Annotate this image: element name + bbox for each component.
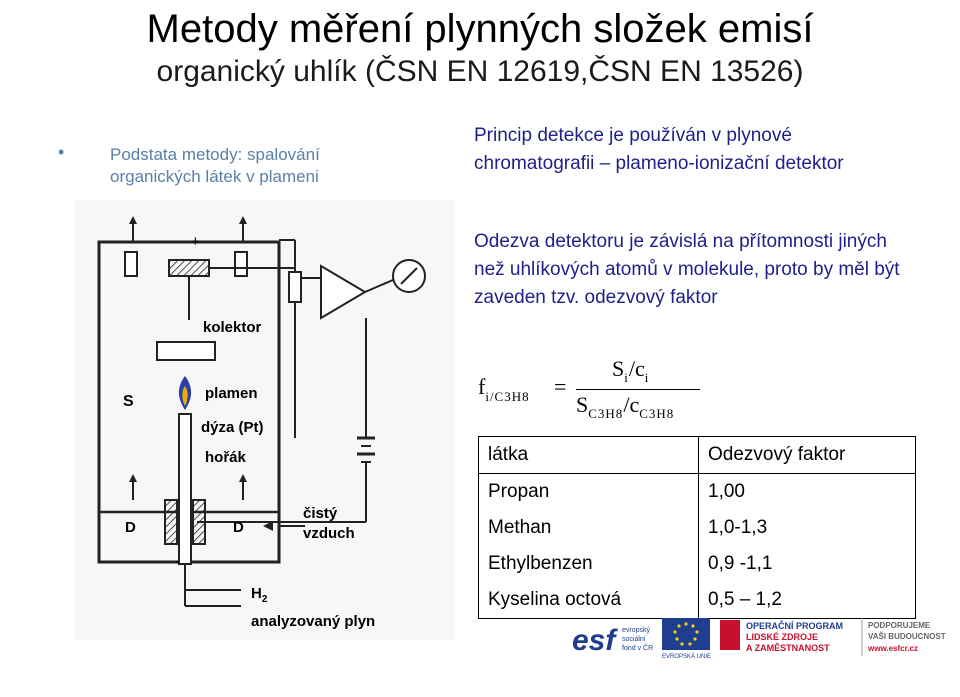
table-cell: Propan	[479, 474, 699, 511]
table-header-cell: Odezvový faktor	[699, 437, 916, 474]
op-logo	[720, 620, 843, 653]
slide-subtitle: organický uhlík (ČSN EN 12619,ČSN EN 13526)	[156, 55, 804, 88]
table-cell: 1,00	[699, 474, 916, 511]
formula-f-subscript: i/C3H8	[485, 389, 530, 404]
minus-label: -	[175, 553, 180, 570]
esf-note-2: sociální	[622, 636, 646, 643]
d-right-label: D	[233, 519, 244, 536]
formula-fraction-bar	[576, 389, 700, 390]
table-cell: Kyselina octová	[479, 582, 699, 619]
table-cell: Ethylbenzen	[479, 546, 699, 582]
plamen-label: plamen	[205, 385, 258, 402]
esf-logo	[572, 624, 653, 657]
slide-title: Metody měření plynných složek emisí	[146, 7, 814, 51]
op-icon	[720, 620, 740, 650]
formula-denominator: $S_{C3H8}/c_{C3H8}$	[576, 392, 675, 421]
esf-note-3: fond v ČR	[622, 645, 654, 652]
paragraph-principle: Princip detekce je používán v plynové chromatografii – plameno-ionizační detektor	[474, 125, 844, 174]
h2-label: H	[251, 585, 262, 602]
formula-numerator: $S_i/c_i$	[612, 356, 650, 385]
analyz-label: analyzovaný plyn	[251, 613, 376, 630]
table-row	[479, 510, 916, 546]
eu-label: EVROPSKÁ UNIE	[662, 654, 712, 660]
support-line-2: VAŠI BUDOUCNOST	[868, 632, 946, 641]
esf-note-1: evropský	[622, 627, 651, 634]
footer-logos	[570, 616, 960, 660]
table-header-cell: látka	[479, 437, 699, 474]
response-factor-formula	[478, 352, 718, 424]
plus-label: +	[191, 233, 200, 250]
paragraph-response: Odezva detektoru je závislá na přítomnosti jiných než uhlíkových atomů v molekule, proto by měl být zaveden tzv. odezvový faktor	[474, 231, 900, 308]
table-cell: 0,9 -1,1	[699, 546, 916, 582]
table-header-row	[479, 437, 916, 474]
table-row	[479, 582, 916, 619]
op-line-1: OPERAČNÍ PROGRAM	[746, 621, 844, 631]
dyza-label: dýza (Pt)	[201, 419, 264, 436]
vzduch-label: vzduch	[303, 525, 355, 542]
cisty-label: čistý	[303, 505, 338, 522]
support-text	[862, 618, 946, 656]
support-line-1: PODPORUJEME	[868, 621, 931, 630]
bullet-marker: •	[58, 142, 65, 162]
h2-subscript: 2	[261, 594, 268, 605]
support-url: www.esfcr.cz	[868, 644, 918, 653]
table-cell: 1,0-1,3	[699, 510, 916, 546]
bullet-text: Podstata metody: spalování organických látek v plameni	[110, 145, 320, 186]
formula-equals: =	[554, 374, 567, 399]
fid-detector-diagram	[75, 200, 455, 640]
s-label: S	[123, 393, 134, 410]
response-factor-table	[478, 436, 916, 619]
table-row	[479, 474, 916, 511]
horak-label: hořák	[205, 449, 246, 466]
esf-logo-text: esf	[572, 624, 616, 657]
kolektor-label: kolektor	[203, 319, 262, 336]
collector-electrode	[169, 260, 209, 276]
resistor	[289, 272, 301, 302]
table-cell: Methan	[479, 510, 699, 546]
eu-logo	[662, 618, 711, 660]
table-row	[479, 546, 916, 582]
table-cell: 0,5 – 1,2	[699, 582, 916, 619]
burner-tube	[179, 414, 191, 564]
formula-f: $f_{i/C3H8}$	[478, 374, 530, 404]
op-line-3: A ZAMĚSTNANOST	[746, 643, 830, 653]
op-line-2: LIDSKÉ ZDROJE	[746, 632, 819, 642]
d-left-label: D	[125, 519, 136, 536]
